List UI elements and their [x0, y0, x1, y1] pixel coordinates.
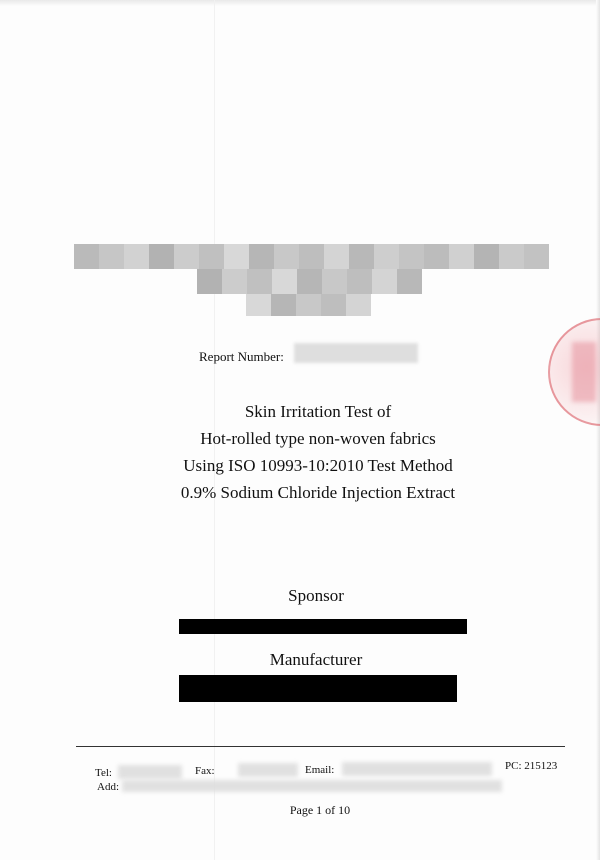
mosaic-block: [296, 294, 321, 316]
title-line-3: Using ISO 10993-10:2010 Test Method: [183, 456, 453, 475]
mosaic-block: [246, 294, 271, 316]
mosaic-block: [524, 244, 549, 269]
mosaic-block: [174, 244, 199, 269]
scan-edge: [0, 0, 600, 6]
mosaic-block: [222, 269, 247, 294]
manufacturer-heading: Manufacturer: [269, 650, 363, 669]
manufacturer-redaction: [179, 675, 457, 702]
mosaic-block: [149, 244, 174, 269]
mosaic-block: [321, 294, 346, 316]
mosaic-block: [346, 294, 371, 316]
mosaic-block: [249, 244, 274, 269]
footer-divider: [76, 746, 565, 747]
mosaic-block: [199, 244, 224, 269]
title-line-2: Hot-rolled type non-woven fabrics: [200, 429, 436, 448]
mosaic-block: [197, 269, 222, 294]
mosaic-block: [99, 244, 124, 269]
footer-fax-obscured: [238, 763, 298, 777]
footer-pc-label: PC: 215123: [505, 760, 558, 772]
mosaic-block: [349, 244, 374, 269]
mosaic-block: [272, 269, 297, 294]
page-number: Page 1 of 10: [289, 803, 351, 817]
mosaic-block: [224, 244, 249, 269]
seal-center-obscured: [572, 342, 596, 402]
mosaic-block: [271, 294, 296, 316]
mosaic-block: [499, 244, 524, 269]
sponsor-redaction: [179, 619, 467, 634]
mosaic-block: [247, 269, 272, 294]
mosaic-block: [324, 244, 349, 269]
footer-email-label: Email:: [305, 764, 335, 776]
mosaic-block: [124, 244, 149, 269]
mosaic-block: [74, 244, 99, 269]
mosaic-block: [474, 244, 499, 269]
mosaic-block: [372, 269, 397, 294]
mosaic-block: [297, 269, 322, 294]
footer-tel-label: Tel:: [95, 767, 112, 779]
footer-tel-obscured: [118, 765, 182, 779]
report-number-obscured: [294, 343, 418, 363]
mosaic-block: [299, 244, 324, 269]
footer-fax-label: Fax:: [195, 765, 215, 777]
mosaic-block: [274, 244, 299, 269]
mosaic-block: [399, 244, 424, 269]
report-number-label: Report Number:: [199, 349, 284, 364]
sponsor-heading: Sponsor: [288, 586, 344, 605]
mosaic-block: [449, 244, 474, 269]
report-title: [0, 398, 600, 506]
mosaic-block: [424, 244, 449, 269]
mosaic-block: [322, 269, 347, 294]
title-line-1: Skin Irritation Test of: [244, 402, 392, 421]
mosaic-block: [374, 244, 399, 269]
footer-address-label: Add:: [97, 781, 119, 793]
mosaic-block: [397, 269, 422, 294]
title-line-4: 0.9% Sodium Chloride Injection Extract: [180, 483, 456, 502]
footer-email-obscured: [342, 762, 492, 776]
footer-address-obscured: [122, 780, 502, 792]
mosaic-block: [347, 269, 372, 294]
